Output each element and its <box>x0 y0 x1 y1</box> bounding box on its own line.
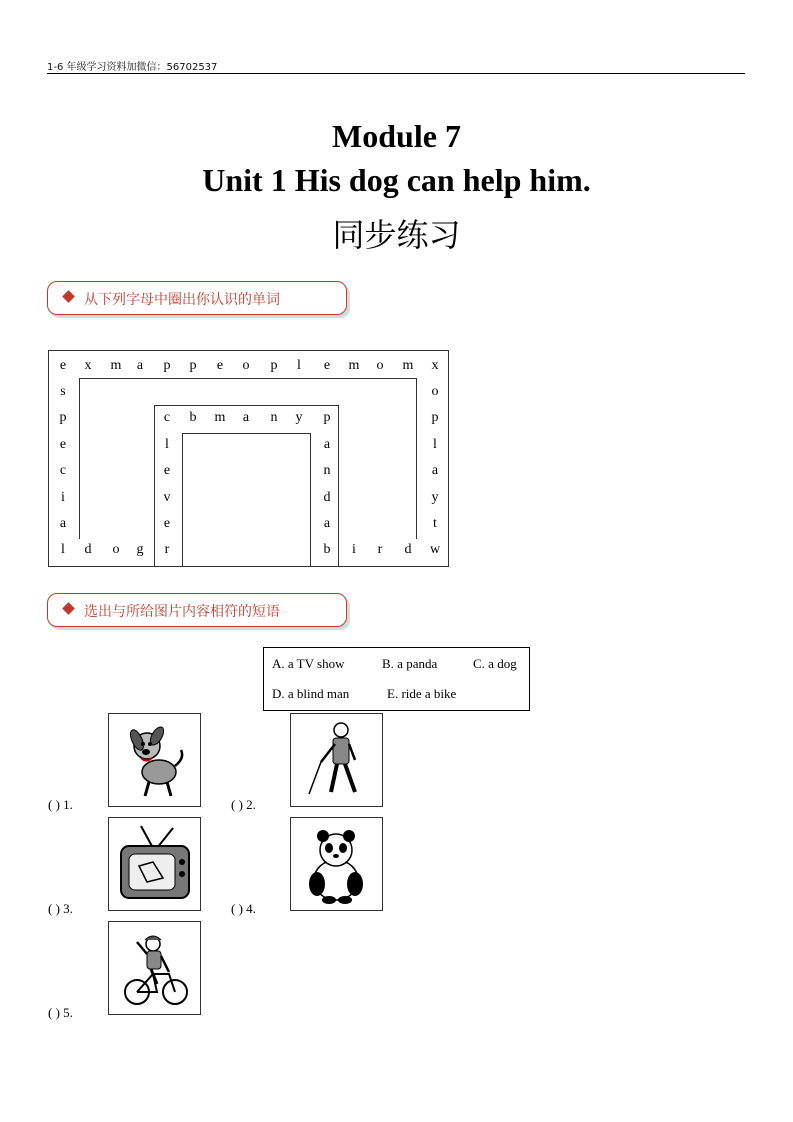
grid-letter: i <box>352 542 356 557</box>
grid-letter: y <box>431 490 439 505</box>
panda-icon <box>291 818 382 910</box>
grid-letter: d <box>404 542 412 557</box>
option-e: E. ride a bike <box>387 686 457 701</box>
grid-letter: w <box>429 542 441 557</box>
grid-letter: l <box>433 437 437 452</box>
grid-letter: g <box>136 542 144 557</box>
grid-letter: p <box>270 358 278 373</box>
grid-letter: y <box>295 410 303 425</box>
grid-letter: p <box>163 358 171 373</box>
options-box <box>263 647 530 711</box>
grid-letter: p <box>431 410 439 425</box>
grid-letter: r <box>377 542 383 557</box>
grid-letter: m <box>110 358 122 373</box>
section-1-label: 从下列字母中圈出你认识的单词 <box>84 292 280 308</box>
grid-letter: i <box>61 490 65 505</box>
grid-letter: v <box>163 490 171 505</box>
grid-letter: t <box>433 516 437 531</box>
grid-letter: p <box>59 410 67 425</box>
grid-letter: n <box>270 410 278 425</box>
dog-icon <box>109 714 200 806</box>
section-1-header <box>47 281 347 315</box>
grid-letter: e <box>59 358 67 373</box>
grid-letter: x <box>84 358 92 373</box>
grid-letter: a <box>242 410 250 425</box>
grid-letter: b <box>323 542 331 557</box>
page-subtitle: 同步练习 <box>332 216 461 254</box>
question-3-label: ( ) 3. <box>48 901 73 916</box>
grid-letter: l <box>165 437 169 452</box>
header-rule <box>47 73 745 74</box>
grid-letter: l <box>297 358 301 373</box>
blind-man-picture <box>290 713 383 807</box>
question-1-label: ( ) 1. <box>48 797 73 812</box>
grid-letter: o <box>376 358 384 373</box>
blind-man-icon <box>291 714 382 806</box>
grid-letter: e <box>59 437 67 452</box>
grid-letter: a <box>323 516 331 531</box>
grid-letter: a <box>431 463 439 478</box>
option-d: D. a blind man <box>272 686 350 701</box>
grid-letter: l <box>61 542 65 557</box>
grid-letter: d <box>84 542 92 557</box>
grid-letter: p <box>189 358 197 373</box>
panda-picture <box>290 817 383 911</box>
grid-letter: m <box>214 410 226 425</box>
grid-letter: x <box>431 358 439 373</box>
unit-title: Unit 1 His dog can help him. <box>202 162 591 198</box>
diamond-icon <box>62 290 75 303</box>
grid-letter: a <box>136 358 144 373</box>
option-c: C. a dog <box>473 656 517 671</box>
grid-letter: o <box>242 358 250 373</box>
option-a: A. a TV show <box>272 656 345 671</box>
tv-icon <box>109 818 200 910</box>
grid-letter: e <box>216 358 224 373</box>
bike-rider-icon <box>109 922 200 1014</box>
module-title: Module 7 <box>332 118 461 154</box>
question-2-label: ( ) 2. <box>231 797 256 812</box>
header-note: 1-6 年级学习资料加微信：56702537 <box>47 62 218 73</box>
grid-letter: m <box>402 358 414 373</box>
grid-letter: m <box>348 358 360 373</box>
grid-letter: e <box>323 358 331 373</box>
word-search-grid <box>48 350 449 567</box>
grid-letter: n <box>323 463 331 478</box>
tv-picture <box>108 817 201 911</box>
grid-letter: e <box>163 516 171 531</box>
grid-letter: p <box>323 410 331 425</box>
grid-letter: a <box>59 516 67 531</box>
grid-letter: s <box>60 384 66 399</box>
grid-letter: c <box>59 463 67 478</box>
grid-letter: o <box>431 384 439 399</box>
grid-letter: a <box>323 437 331 452</box>
grid-letter: r <box>164 542 170 557</box>
diamond-icon <box>62 602 75 615</box>
grid-letter: b <box>189 410 197 425</box>
grid-letter: e <box>163 463 171 478</box>
grid-letter: c <box>163 410 171 425</box>
grid-letter: d <box>323 490 331 505</box>
section-2-label: 选出与所给图片内容相符的短语 <box>84 604 280 620</box>
question-4-label: ( ) 4. <box>231 901 256 916</box>
option-b: B. a panda <box>382 656 438 671</box>
dog-picture <box>108 713 201 807</box>
section-2-header <box>47 593 347 627</box>
maze-wall-core <box>182 433 311 567</box>
question-5-label: ( ) 5. <box>48 1005 73 1020</box>
bike-picture <box>108 921 201 1015</box>
grid-letter: o <box>112 542 120 557</box>
